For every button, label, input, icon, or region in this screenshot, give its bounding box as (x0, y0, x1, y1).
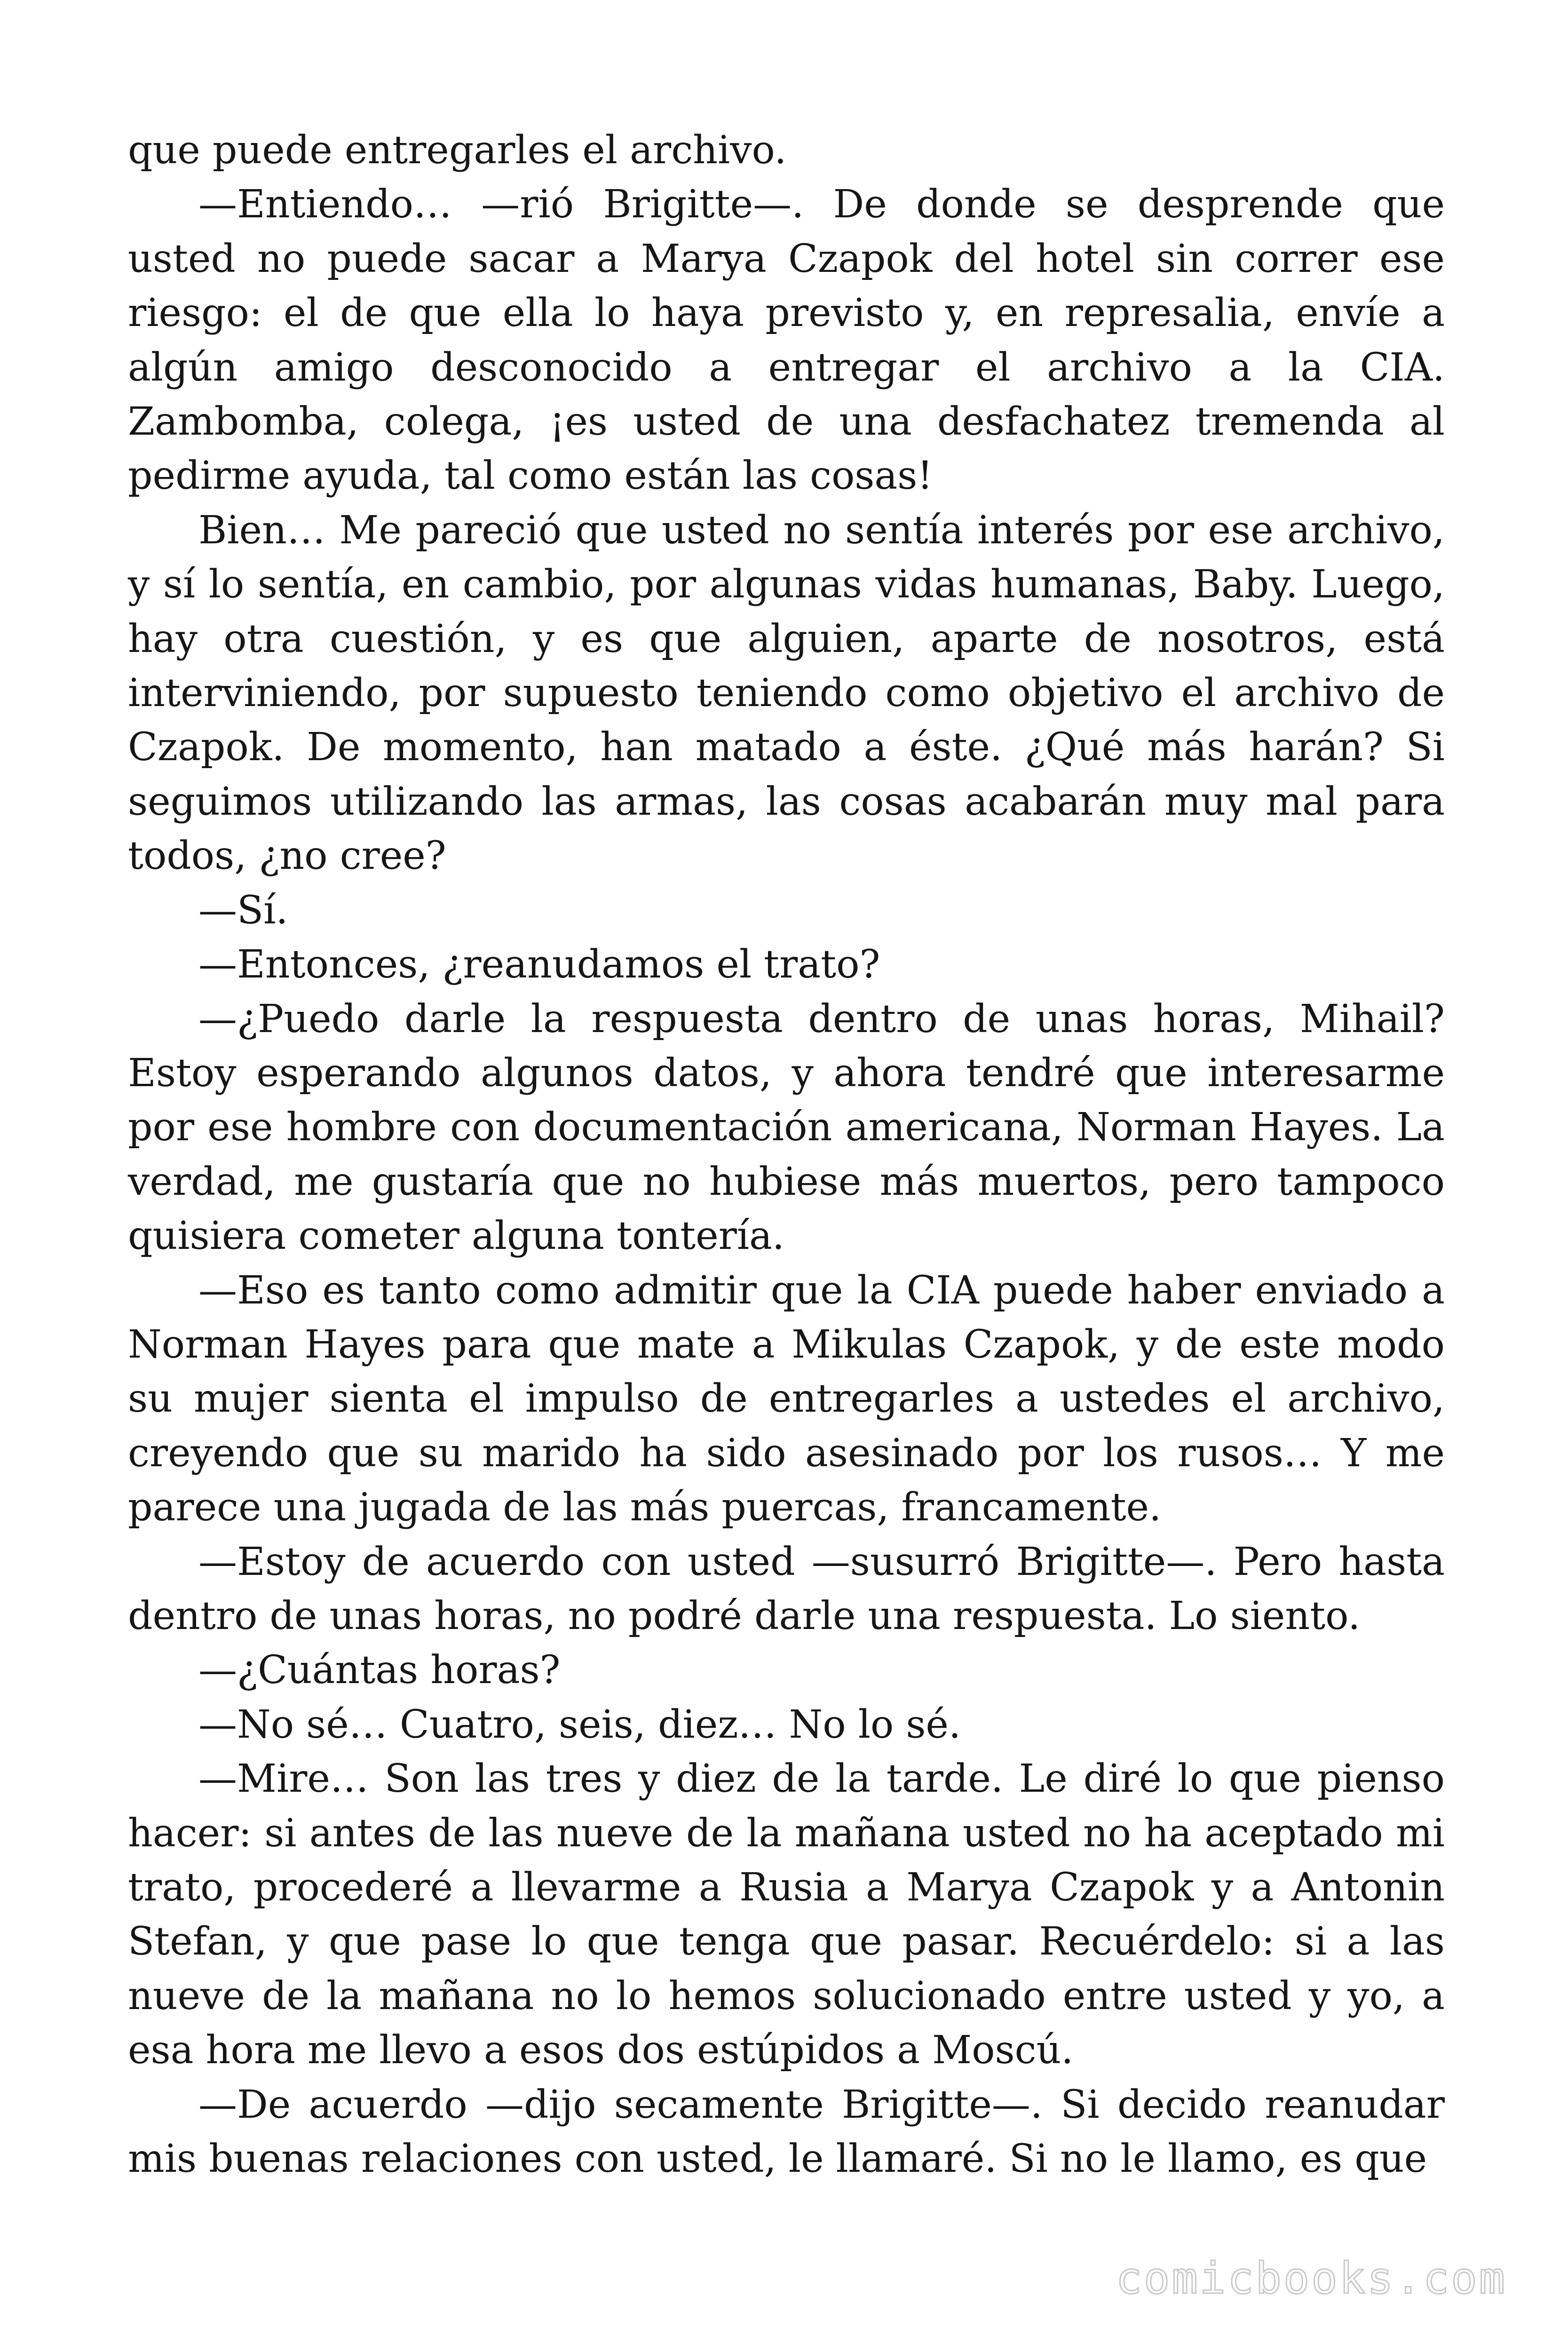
paragraph: —Estoy de acuerdo con usted —susurró Brigitte—. Pero hasta dentro de unas horas, no podré darle una respuesta. Lo siento. (128, 1539, 1445, 1638)
body-text (128, 123, 1445, 2186)
paragraph: —Mire… Son las tres y diez de la tarde. Le diré lo que pienso hacer: si antes de las nueve de la mañana usted no ha aceptado mi trato, procederé a llevarme a Rusia a Marya Czapok y a Antonin Stefan, y que pase lo que tenga que pasar. Recuérdelo: si a las nueve de la mañana no lo hemos solucionado entre usted y yo, a esa hora me llevo a esos dos estúpidos a Moscú. (128, 1756, 1445, 2073)
paragraph: —¿Cuántas horas? (198, 1648, 561, 1693)
paragraph: —Entonces, ¿reanudamos el trato? (198, 942, 880, 987)
paragraph: —Eso es tanto como admitir que la CIA puede haber enviado a Norman Hayes para que mate a Mikulas Czapok, y de este modo su mujer sienta el impulso de entregarles a ustedes el archivo, creyendo que su marido ha sido asesinado por los rusos… Y me parece una jugada de las más puercas, francamente. (128, 1268, 1445, 1530)
paragraph: —No sé… Cuatro, seis, diez… No lo sé. (198, 1702, 961, 1747)
paragraph: —Entiendo… —rió Brigitte—. De donde se desprende que usted no puede sacar a Marya Czapok del hotel sin correr ese riesgo: el de que ella lo haya previsto y, en represalia, envíe a algún amigo desconocido a entregar el archivo a la CIA. Zambomba, colega, ¡es usted de una desfachatez tremenda al pedirme ayuda, tal como están las cosas! (128, 182, 1445, 499)
paragraph: —De acuerdo —dijo secamente Brigitte—. Si decido reanudar mis buenas relaciones con usted, le llamaré. Si no le llamo, es que (128, 2082, 1445, 2182)
paragraph: que puede entregarles el archivo. (128, 128, 787, 173)
paragraph: Bien… Me pareció que usted no sentía interés por ese archivo, y sí lo sentía, en cambio, por algunas vidas humanas, Baby. Luego, hay otra cuestión, y es que alguien, aparte de nosotros, está interviniendo, por supuesto teniendo como objetivo el archivo de Czapok. De momento, han matado a éste. ¿Qué más harán? Si seguimos utilizando las armas, las cosas acabarán muy mal para todos, ¿no cree? (128, 508, 1445, 879)
paragraph: —Sí. (198, 888, 288, 933)
paragraph: —¿Puedo darle la respuesta dentro de unas horas, Mihail? Estoy esperando algunos datos, y ahora tendré que interesarme por ese hombre con documentación americana, Norman Hayes. La verdad, me gustaría que no hubiese más muertos, pero tampoco quisiera cometer alguna tontería. (128, 996, 1445, 1259)
watermark: comicbooks.com (1116, 2253, 1507, 2304)
